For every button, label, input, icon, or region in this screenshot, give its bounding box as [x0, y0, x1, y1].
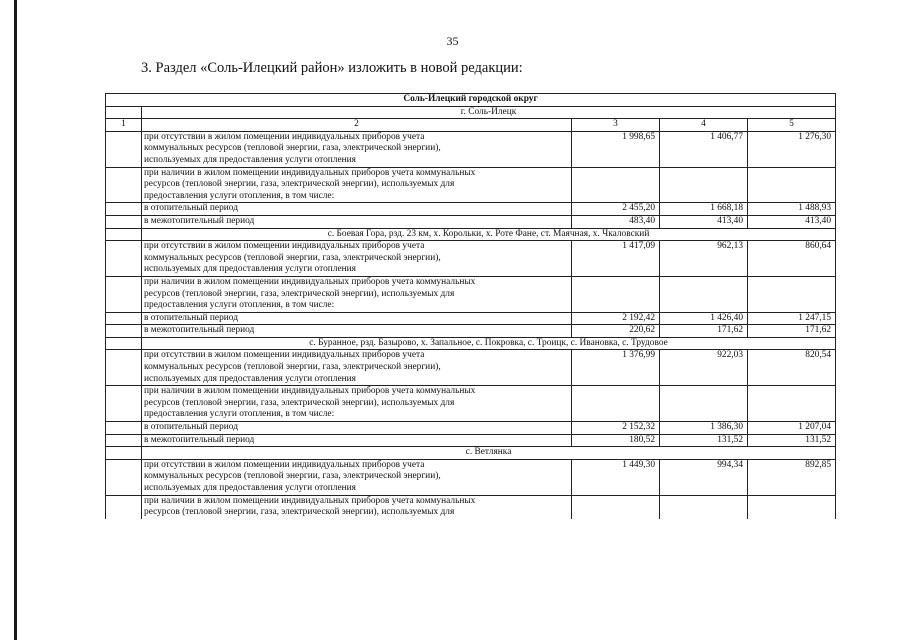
description-line: ресурсов (тепловой энергии, газа, электрической энергии), используемых для: [144, 179, 455, 190]
value-col-3: 220,62: [572, 325, 660, 338]
row-description: [142, 325, 572, 338]
table-row: [106, 350, 836, 386]
description-line: коммунальных ресурсов (тепловой энергии, газа, электрической энергии),: [144, 143, 441, 154]
description-line: при наличии в жилом помещении индивидуальных приборов учета коммунальных: [144, 167, 476, 178]
section-title-spacer: [106, 106, 142, 119]
value-col-5: 892,85: [748, 459, 836, 495]
row-description: [142, 215, 572, 228]
description-line: коммунальных ресурсов (тепловой энергии, газа, электрической энергии),: [144, 471, 441, 482]
description-line: ресурсов (тепловой энергии, газа, электрической энергии), используемых для: [144, 397, 455, 408]
description-line: при отсутствии в жилом помещении индивидуальных приборов учета: [144, 131, 425, 142]
description-line: при отсутствии в жилом помещении индивидуальных приборов учета: [144, 459, 425, 470]
column-number-1: 1: [106, 119, 142, 132]
section-title-row: [106, 447, 836, 460]
value-col-3: 2 192,42: [572, 312, 660, 325]
value-col-3: [572, 495, 660, 519]
row-number-cell: [106, 459, 142, 495]
row-number-cell: [106, 350, 142, 386]
description-line: при наличии в жилом помещении индивидуальных приборов учета коммунальных: [144, 495, 476, 506]
description-line: в отопительный период: [144, 422, 238, 433]
section-title-row: [106, 106, 836, 119]
value-col-5: [748, 276, 836, 312]
description-line: используемых для предоставления услуги отопления: [144, 373, 356, 384]
value-col-3: 2 455,20: [572, 203, 660, 216]
value-col-4: 1 406,77: [660, 131, 748, 167]
value-col-4: [660, 276, 748, 312]
table-row: [106, 131, 836, 167]
value-col-5: 171,62: [748, 325, 836, 338]
value-col-3: [572, 386, 660, 422]
value-col-4: [660, 495, 748, 519]
description-line: коммунальных ресурсов (тепловой энергии, газа, электрической энергии),: [144, 252, 441, 263]
row-description: [142, 495, 572, 519]
value-col-3: 180,52: [572, 434, 660, 447]
row-description: [142, 312, 572, 325]
row-description: [142, 350, 572, 386]
section-title: с. Буранное, рзд. Базырово, х. Запальное, с. Покровка, с. Троицк, с. Ивановка, с. Трудовое: [142, 337, 836, 350]
description-line: в отопительный период: [144, 203, 238, 214]
table-row: [106, 312, 836, 325]
column-number-row: [106, 119, 836, 132]
value-col-5: 1 207,04: [748, 422, 836, 435]
value-col-4: 171,62: [660, 325, 748, 338]
row-description: [142, 459, 572, 495]
tariff-table: [105, 93, 836, 519]
value-col-3: 1 998,65: [572, 131, 660, 167]
description-line: при отсутствии в жилом помещении индивидуальных приборов учета: [144, 241, 425, 252]
value-col-4: 413,40: [660, 215, 748, 228]
value-col-5: [748, 167, 836, 203]
row-number-cell: [106, 167, 142, 203]
description-line: ресурсов (тепловой энергии, газа, электрической энергии), используемых для: [144, 507, 455, 518]
row-description: [142, 167, 572, 203]
description-line: используемых для предоставления услуги отопления: [144, 483, 356, 493]
row-description: [142, 422, 572, 435]
section-title-spacer: [106, 228, 142, 241]
value-col-4: [660, 386, 748, 422]
row-number-cell: [106, 325, 142, 338]
table-row: [106, 325, 836, 338]
section-heading: 3. Раздел «Соль-Илецкий район» изложить в новой редакции:: [141, 60, 523, 76]
row-number-cell: [106, 422, 142, 435]
value-col-4: [660, 167, 748, 203]
value-col-3: 1 449,30: [572, 459, 660, 495]
description-line: в межотопительный период: [144, 325, 255, 336]
value-col-5: 413,40: [748, 215, 836, 228]
table-row: [106, 386, 836, 422]
value-col-4: 1 426,40: [660, 312, 748, 325]
row-number-cell: [106, 386, 142, 422]
value-col-4: 962,13: [660, 241, 748, 277]
section-title: с. Ветлянка: [142, 447, 836, 460]
description-line: используемых для предоставления услуги отопления: [144, 264, 356, 275]
section-title-spacer: [106, 447, 142, 460]
value-col-5: 820,54: [748, 350, 836, 386]
table-row: [106, 434, 836, 447]
description-line: при наличии в жилом помещении индивидуальных приборов учета коммунальных: [144, 386, 476, 397]
column-number-5: 5: [748, 119, 836, 132]
value-col-3: 1 376,99: [572, 350, 660, 386]
tariff-table-body: [106, 94, 836, 519]
value-col-5: 860,64: [748, 241, 836, 277]
value-col-4: 994,34: [660, 459, 748, 495]
section-title: с. Боевая Гора, рзд. 23 км, х. Корольки, х. Роте Фане, ст. Маячная, х. Чкаловский: [142, 228, 836, 241]
row-description: [142, 203, 572, 216]
section-title: г. Соль-Илецк: [142, 106, 836, 119]
description-line: при наличии в жилом помещении индивидуальных приборов учета коммунальных: [144, 276, 476, 287]
column-number-4: 4: [660, 119, 748, 132]
description-line: коммунальных ресурсов (тепловой энергии, газа, электрической энергии),: [144, 362, 441, 373]
page-number: 35: [446, 34, 459, 48]
page-edge-bar: [14, 0, 17, 640]
row-description: [142, 434, 572, 447]
row-number-cell: [106, 241, 142, 277]
row-number-cell: [106, 276, 142, 312]
value-col-3: 2 152,32: [572, 422, 660, 435]
table-row: [106, 241, 836, 277]
value-col-5: 1 247,15: [748, 312, 836, 325]
table-row: [106, 215, 836, 228]
table-row: [106, 167, 836, 203]
table-row: [106, 203, 836, 216]
description-line: используемых для предоставления услуги отопления: [144, 154, 356, 165]
row-description: [142, 241, 572, 277]
value-col-4: 131,52: [660, 434, 748, 447]
section-title-row: [106, 228, 836, 241]
column-number-3: 3: [572, 119, 660, 132]
description-line: при отсутствии в жилом помещении индивидуальных приборов учета: [144, 350, 425, 361]
value-col-5: [748, 386, 836, 422]
table-row: [106, 276, 836, 312]
value-col-4: 922,03: [660, 350, 748, 386]
description-line: предоставления услуги отопления, в том числе:: [144, 190, 335, 201]
table-row: [106, 422, 836, 435]
value-col-5: [748, 495, 836, 519]
district-title: Соль-Илецкий городской округ: [106, 94, 836, 107]
value-col-3: 1 417,09: [572, 241, 660, 277]
row-number-cell: [106, 434, 142, 447]
description-line: в межотопительный период: [144, 434, 255, 445]
district-header-row: [106, 94, 836, 107]
row-description: [142, 276, 572, 312]
section-title-spacer: [106, 337, 142, 350]
table-row: [106, 459, 836, 495]
value-col-4: 1 386,30: [660, 422, 748, 435]
row-number-cell: [106, 312, 142, 325]
table-row: [106, 495, 836, 519]
row-number-cell: [106, 203, 142, 216]
value-col-3: [572, 276, 660, 312]
description-line: ресурсов (тепловой энергии, газа, электрической энергии), используемых для: [144, 288, 455, 299]
description-line: предоставления услуги отопления, в том числе:: [144, 300, 335, 311]
description-line: предоставления услуги отопления, в том числе:: [144, 409, 335, 420]
row-number-cell: [106, 131, 142, 167]
value-col-3: [572, 167, 660, 203]
section-title-row: [106, 337, 836, 350]
description-line: в отопительный период: [144, 312, 238, 323]
value-col-5: 131,52: [748, 434, 836, 447]
row-description: [142, 131, 572, 167]
value-col-5: 1 488,93: [748, 203, 836, 216]
value-col-5: 1 276,30: [748, 131, 836, 167]
value-col-4: 1 668,18: [660, 203, 748, 216]
column-number-2: 2: [142, 119, 572, 132]
row-number-cell: [106, 495, 142, 519]
description-line: в межотопительный период: [144, 215, 255, 226]
value-col-3: 483,40: [572, 215, 660, 228]
row-description: [142, 386, 572, 422]
row-number-cell: [106, 215, 142, 228]
